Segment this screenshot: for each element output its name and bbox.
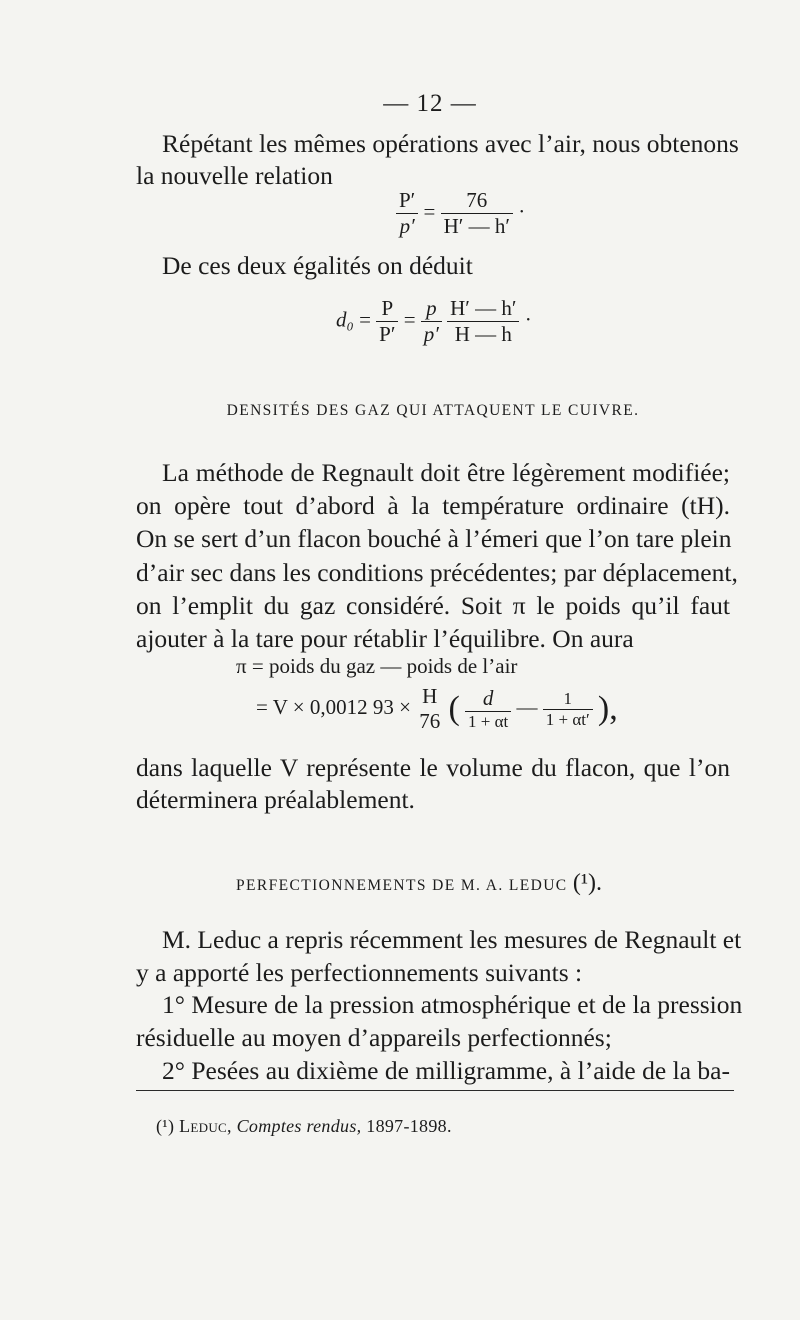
- text-line: la nouvelle relation: [136, 161, 333, 191]
- denominator: H′ — h′: [441, 213, 513, 239]
- text-line: on l’emplit du gaz considéré. Soit π le poids qu’il faut: [136, 590, 730, 620]
- denominator: P′: [376, 321, 398, 347]
- fraction: [465, 686, 511, 732]
- denominator: 76: [419, 709, 441, 733]
- denominator: 1 + αt: [465, 711, 511, 732]
- text-line: résiduelle au moyen d’appareils perfectionnés;: [136, 1023, 612, 1053]
- text-line: dans laquelle V représente le volume du flacon, que l’on: [136, 753, 730, 782]
- text-line: on opère tout d’abord à la température ordinaire (tH).: [136, 491, 730, 521]
- equation-1: [396, 188, 525, 239]
- heading-text: PERFECTIONNEMENTS DE M. A. LEDUC: [235, 877, 568, 894]
- text-line: 1° Mesure de la pression atmosphérique et de la pression: [162, 990, 743, 1020]
- numerator: P′: [399, 188, 416, 212]
- text-line: 2° Pesées au dixième de milligramme, à l’aide de la ba-: [162, 1055, 730, 1085]
- numerator: 76: [466, 188, 488, 212]
- equation-3-line-2: [256, 684, 618, 734]
- footnote-reference: (¹).: [572, 870, 603, 896]
- open-paren: (: [448, 690, 460, 727]
- text-line: On se sert d’un flacon bouché à l’émeri que l’on tare plein: [136, 524, 732, 554]
- text-line: M. Leduc a repris récemment les mesures de Regnault et: [162, 925, 742, 954]
- paragraph-deduce: [136, 250, 730, 282]
- equals-sign: =: [423, 199, 436, 224]
- equals-sign: =: [403, 307, 416, 332]
- period: ·: [524, 307, 532, 332]
- text-line: d’air sec dans les conditions précédentes; par déplacement,: [136, 557, 738, 587]
- text-line: y a apporté les perfectionnements suivants :: [136, 957, 583, 987]
- fraction: [441, 188, 513, 239]
- footnote-author: Leduc,: [179, 1116, 232, 1136]
- denominator: p′: [396, 213, 418, 239]
- equals-sign: =: [359, 307, 371, 332]
- fraction: [396, 188, 418, 239]
- fraction: [421, 296, 442, 347]
- paragraph-intro: [136, 128, 739, 193]
- footnote-title: Comptes rendus,: [236, 1116, 362, 1136]
- numerator: p: [426, 296, 437, 320]
- equation-3-line-1: π = poids du gaz — poids de l’air: [236, 654, 518, 678]
- footnote-years: 1897-1898.: [366, 1116, 452, 1136]
- fraction: [447, 296, 519, 347]
- minus-sign: —: [516, 694, 538, 719]
- denominator: p′: [421, 321, 442, 347]
- footnote-divider: [136, 1090, 734, 1091]
- fraction: [543, 689, 593, 730]
- period: ·: [518, 199, 526, 224]
- numerator: d: [482, 686, 494, 710]
- text-line: ajouter à la tare pour rétablir l’équilibre. On aura: [136, 624, 634, 654]
- equation-2: [336, 296, 532, 347]
- denominator: 1 + αt′: [543, 709, 593, 730]
- footnote: [156, 1116, 452, 1137]
- text-line: De ces deux égalités on déduit: [162, 251, 473, 280]
- paragraph-method: [136, 456, 738, 655]
- paragraph-leduc: [136, 924, 743, 1088]
- text-line: déterminera préalablement.: [136, 785, 415, 815]
- paragraph-volume: [136, 752, 730, 817]
- text-line: La méthode de Regnault doit être légèrement modifiée;: [162, 458, 730, 487]
- numerator: 1: [563, 688, 572, 708]
- section-heading: DENSITÉS DES GAZ QUI ATTAQUENT LE CUIVRE.: [226, 402, 640, 419]
- close-paren: ),: [597, 690, 618, 727]
- page-number: — 12 —: [383, 90, 477, 117]
- density-symbol: d₀: [336, 307, 354, 332]
- fraction: [416, 684, 443, 734]
- footnote-mark: (¹): [156, 1116, 175, 1136]
- text-line: Répétant les mêmes opérations avec l’air, nous obtenons: [162, 129, 739, 158]
- numerator: P: [381, 296, 394, 320]
- numerator: H′ — h′: [450, 296, 517, 320]
- denominator: H — h: [447, 321, 519, 347]
- numerator: H: [422, 684, 438, 708]
- equation-prefix: = V × 0,0012 93 ×: [256, 694, 411, 719]
- section-heading: [0, 870, 800, 897]
- fraction: [376, 296, 398, 347]
